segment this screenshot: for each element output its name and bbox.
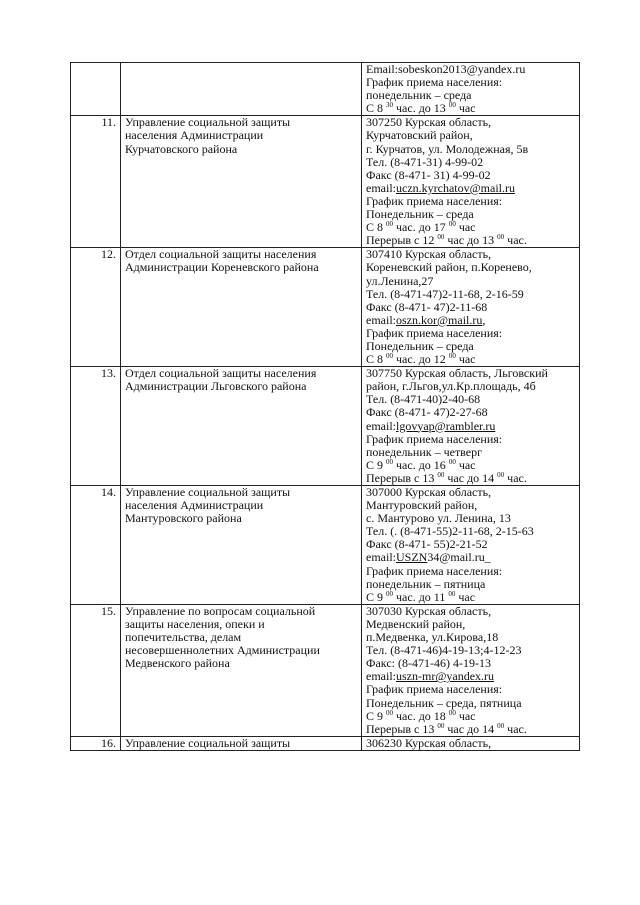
row-number: 15. (71, 604, 121, 736)
contact-info-line: район, г.Льгов,ул.Кр.площадь, 4б (366, 379, 536, 394)
contact-info-line: График приема населения: (366, 75, 503, 90)
organization-name-line: Администрации Льговского района (125, 379, 307, 394)
row-number (71, 63, 121, 116)
contact-info-line: Факс (8-471- 55)2-21-52 (366, 537, 488, 552)
row-number: 16. (71, 736, 121, 750)
organization-name (121, 116, 362, 248)
email-address: uszn-mr@yandex.ru (396, 669, 495, 684)
superscript-minutes: 00 (437, 470, 445, 479)
superscript-minutes: 00 (386, 708, 394, 717)
contact-info-line: Тел. (8-471-40)2-40-68 (366, 392, 481, 407)
organization-name (121, 486, 362, 605)
email-address: oszn.kor@mail.ru (396, 312, 483, 327)
contact-info-line: Медвенский район, (366, 616, 466, 631)
contact-info-line: 307750 Курская область, Льговский (366, 366, 548, 381)
contact-info-line: С 8 $^{00}$ час. до 12 $^{00}$ час (366, 352, 476, 367)
contact-info-line: понедельник – среда (366, 88, 472, 103)
contact-info-line: Мантуровский район, (366, 498, 478, 513)
superscript-minutes: 00 (386, 220, 394, 229)
contact-info (362, 604, 580, 736)
organization-name-line: Управление социальной защиты (125, 115, 291, 130)
row-number: 14. (71, 486, 121, 605)
organization-name (121, 367, 362, 486)
contact-info-line: Курчатовский район, (366, 128, 473, 143)
contact-info-line: 307250 Курская область, (366, 115, 492, 130)
organization-name-line: Мантуровского района (125, 511, 242, 526)
contact-info-line: С 9 $^{00}$ час. до 16 $^{00}$ час (366, 457, 476, 472)
organization-name-line: несовершеннолетних Администрации (125, 643, 320, 658)
email-address: USZN (396, 550, 428, 565)
contact-info-line: Тел. (8-471-31) 4-99-02 (366, 154, 484, 169)
contact-info-line: 307030 Курская область, (366, 603, 492, 618)
organization-name-line: Медвенского района (125, 656, 230, 671)
contact-info-line: Факс: (8-471-46) 4-19-13 (366, 656, 491, 671)
contact-info-line: понедельник – четверг (366, 444, 483, 459)
superscript-minutes: 00 (448, 589, 456, 598)
row-number: 11. (71, 116, 121, 248)
superscript-minutes: 00 (497, 470, 505, 479)
contact-info-line: График приема населения: (366, 325, 503, 340)
table-row (71, 63, 580, 116)
contact-info-line: Тел. (8-471-46)4-19-13;4-12-23 (366, 643, 522, 658)
contact-info-line: Перерыв с 13 $^{00}$ час до 14 $^{00}$ час. (366, 721, 527, 736)
contact-info-line: Тел. (. (8-471-55)2-11-68, 2-15-63 (366, 524, 534, 539)
contact-info-line: email:uczn.kyrchatov@mail.ru (366, 180, 516, 195)
contact-info (362, 116, 580, 248)
contact-info-line: email:lgovyap@rambler.ru (366, 418, 496, 433)
contact-info-line: 306230 Курская область, (366, 736, 492, 750)
contact-info-line: С 9 $^{00}$ час. до 11 $^{00}$ час (366, 589, 476, 604)
table-body (71, 63, 580, 751)
organization-name-line: Отдел социальной защиты населения (125, 247, 317, 262)
contact-info-line: Кореневский район, п.Коренево, (366, 260, 532, 275)
row-number: 12. (71, 248, 121, 367)
contact-info-line: Перерыв с 12 $^{00}$ час до 13 $^{00}$ час. (366, 233, 527, 248)
superscript-minutes: 00 (386, 352, 394, 361)
contact-info-line: email:uszn-mr@yandex.ru (366, 669, 495, 684)
contact-info-line: п.Медвенка, ул.Кирова,18 (366, 630, 499, 645)
organization-name-line: населения Администрации (125, 128, 264, 143)
superscript-minutes: 00 (437, 233, 445, 242)
organization-name-line: Управление социальной защиты (125, 736, 291, 750)
table-row (71, 116, 580, 248)
table-row (71, 486, 580, 605)
contact-info-line: Факс (8-471- 31) 4-99-02 (366, 167, 491, 182)
contact-info-line: Понедельник – среда (366, 207, 474, 222)
contact-info-line: Понедельник – среда (366, 338, 474, 353)
superscript-minutes: 00 (386, 589, 394, 598)
contact-info-line: Факс (8-471- 47)2-11-68 (366, 299, 488, 314)
table-row (71, 367, 580, 486)
organization-name-line: попечительства, делам (125, 630, 242, 645)
email-address: uczn.kyrchatov@mail.ru (396, 180, 516, 195)
contact-info (362, 248, 580, 367)
contact-info-line: Понедельник – среда, пятница (366, 695, 522, 710)
superscript-minutes: 00 (448, 101, 456, 110)
contact-info-line: С 8 $^{00}$ час. до 17 $^{00}$ час (366, 220, 476, 235)
contact-info-line: Перерыв с 13 $^{00}$ час до 14 $^{00}$ час. (366, 470, 527, 485)
contact-info (362, 367, 580, 486)
office-directory-table (70, 62, 580, 751)
organization-name (121, 248, 362, 367)
organization-name-line: Курчатовского района (125, 141, 238, 156)
organization-name (121, 604, 362, 736)
superscript-minutes: 00 (386, 457, 394, 466)
row-number: 13. (71, 367, 121, 486)
contact-info-line: с. Мантурово ул. Ленина, 13 (366, 511, 511, 526)
superscript-minutes: 00 (437, 721, 445, 730)
superscript-minutes: 00 (448, 457, 456, 466)
superscript-minutes: 00 (448, 220, 456, 229)
superscript-minutes: 00 (497, 233, 505, 242)
table-row (71, 248, 580, 367)
contact-info (362, 486, 580, 605)
contact-info-line: г. Курчатов, ул. Молодежная, 5в (366, 141, 529, 156)
organization-name-line: защиты населения, опеки и (125, 616, 265, 631)
contact-info-line: График приема населения: (366, 682, 503, 697)
contact-info-line: График приема населения: (366, 431, 503, 446)
contact-info-line: С 9 $^{00}$ час. до 18 $^{00}$ час (366, 708, 476, 723)
organization-name (121, 63, 362, 116)
table-row (71, 736, 580, 750)
contact-info-line: С 8 $^{30}$ час. до 13 $^{00}$ час (366, 101, 476, 116)
contact-info-line: 307410 Курская область, (366, 247, 492, 262)
contact-info (362, 736, 580, 750)
contact-info-line: email:USZN34@mail.ru_ (366, 550, 491, 565)
organization-name-line: Отдел социальной защиты населения (125, 366, 317, 381)
table-row (71, 604, 580, 736)
contact-info-line: email:oszn.kor@mail.ru, (366, 312, 486, 327)
contact-info (362, 63, 580, 116)
email-address: lgovyap@rambler.ru (396, 418, 496, 433)
contact-info-line: График приема населения: (366, 563, 503, 578)
organization-name-line: Управление социальной защиты (125, 485, 291, 499)
contact-info-line: Тел. (8-471-47)2-11-68, 2-16-59 (366, 286, 524, 301)
superscript-minutes: 00 (448, 352, 456, 361)
organization-name-line: населения Администрации (125, 498, 264, 513)
contact-info-line: График приема населения: (366, 193, 503, 208)
contact-info-line: ул.Ленина,27 (366, 273, 434, 288)
contact-info-line: понедельник – пятница (366, 576, 486, 591)
contact-info-line: 307000 Курская область, (366, 485, 492, 499)
organization-name-line: Администрации Кореневского района (125, 260, 319, 275)
organization-name (121, 736, 362, 750)
superscript-minutes: 30 (386, 101, 394, 110)
contact-info-line: Email:sobeskon2013@yandex.ru (366, 62, 526, 76)
superscript-minutes: 00 (497, 721, 505, 730)
organization-name-line: Управление по вопросам социальной (125, 603, 316, 618)
superscript-minutes: 00 (448, 708, 456, 717)
contact-info-line: Факс (8-471- 47)2-27-68 (366, 405, 488, 420)
